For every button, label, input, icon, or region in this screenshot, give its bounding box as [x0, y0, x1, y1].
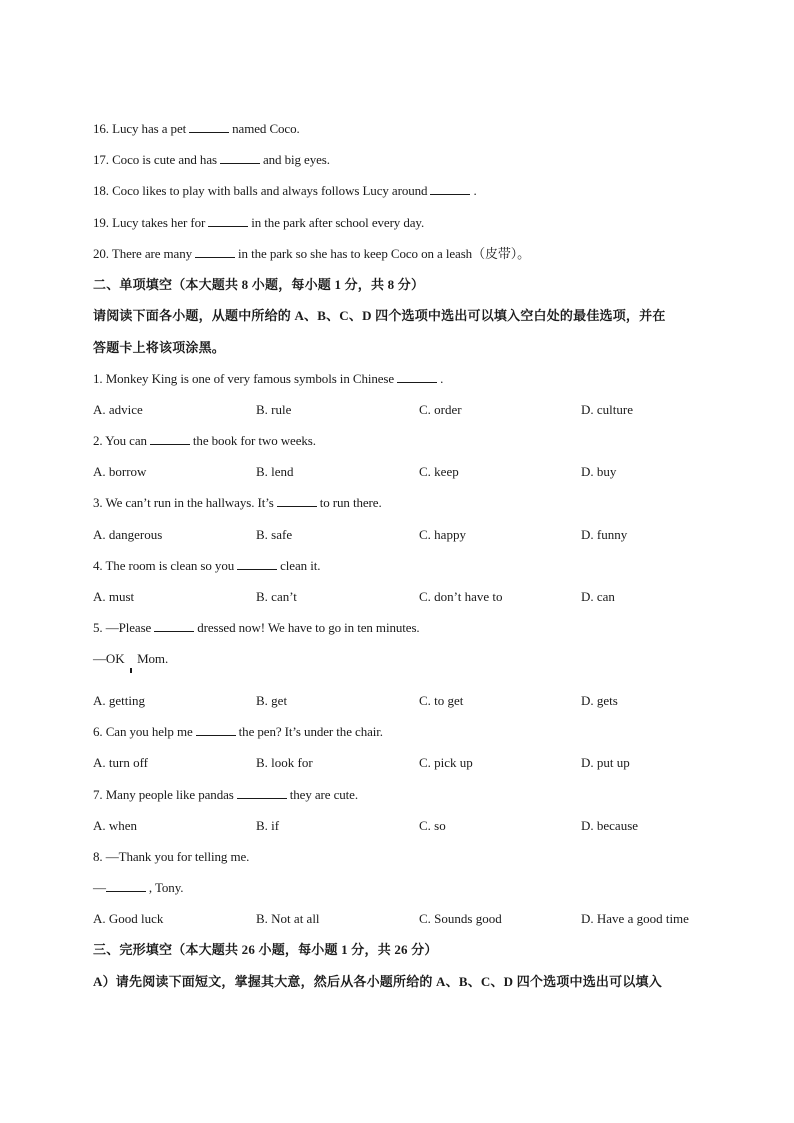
q5-option-b[interactable]: B. get	[256, 693, 288, 708]
question-text: 6. Can you help me	[93, 724, 193, 739]
q8-option-d[interactable]: D. Have a good time	[581, 911, 689, 926]
fill-item-17	[93, 152, 330, 168]
q8-option-a[interactable]: A. Good luck	[93, 911, 164, 926]
q3-option-a[interactable]: A. dangerous	[93, 527, 163, 542]
q1-option-b[interactable]: B. rule	[256, 402, 292, 417]
fill-item-16	[93, 121, 300, 137]
answer-blank[interactable]	[154, 620, 194, 632]
question-text: 2. You can	[93, 433, 147, 448]
answer-blank[interactable]	[196, 724, 236, 736]
fill-item-text: 16. Lucy has a pet	[93, 121, 187, 136]
q4-option-c[interactable]: C. don’t have to	[419, 589, 503, 604]
answer-blank[interactable]	[237, 787, 287, 799]
q5-option-a[interactable]: A. getting	[93, 693, 145, 708]
fill-item-text: in the park after school every day.	[251, 215, 425, 230]
question-text: 5. —Please	[93, 620, 152, 635]
fill-item-19	[93, 215, 424, 231]
q2-option-c[interactable]: C. keep	[419, 464, 459, 479]
fill-item-text: and big eyes.	[262, 152, 330, 167]
question-5-reply: —OK Mom.	[93, 651, 169, 666]
answer-blank[interactable]	[237, 558, 277, 570]
q6-option-b[interactable]: B. look for	[256, 755, 313, 770]
question-text: they are cute.	[289, 787, 358, 802]
answer-blank[interactable]	[195, 246, 235, 258]
answer-blank[interactable]	[189, 121, 229, 133]
fill-item-text: 19. Lucy takes her for	[93, 215, 206, 230]
question-text: 7. Many people like pandas	[93, 787, 234, 802]
question-text: clean it.	[280, 558, 321, 573]
question-8: 8. —Thank you for telling me.	[93, 849, 250, 864]
q6-option-d[interactable]: D. put up	[581, 755, 630, 770]
fill-item-text: 18. Coco likes to play with balls and always follows Lucy around	[93, 183, 428, 198]
q2-option-d[interactable]: D. buy	[581, 464, 617, 479]
q6-option-c[interactable]: C. pick up	[419, 755, 473, 770]
q1-option-d[interactable]: D. culture	[581, 402, 633, 417]
q2-option-b[interactable]: B. lend	[256, 464, 294, 479]
q5-option-c[interactable]: C. to get	[419, 693, 464, 708]
fill-item-text: .	[473, 183, 477, 198]
q8-option-b[interactable]: B. Not at all	[256, 911, 320, 926]
q4-option-b[interactable]: B. can’t	[256, 589, 297, 604]
question-3	[93, 495, 382, 511]
q3-option-b[interactable]: B. safe	[256, 527, 293, 542]
q3-option-c[interactable]: C. happy	[419, 527, 466, 542]
q6-option-a[interactable]: A. turn off	[93, 755, 149, 770]
q4-option-d[interactable]: D. can	[581, 589, 615, 604]
question-7	[93, 787, 358, 803]
comma-mark	[130, 668, 132, 673]
q7-option-d[interactable]: D. because	[581, 818, 639, 833]
section-3-instruction: A）请先阅读下面短文，掌握其大意，然后从各小题所给的 A、B、C、D 四个选项中选出可以填入	[93, 974, 662, 989]
question-text: dressed now! We have to go in ten minutes.	[197, 620, 420, 635]
q3-option-d[interactable]: D. funny	[581, 527, 628, 542]
answer-blank[interactable]	[208, 215, 248, 227]
question-1	[93, 371, 443, 387]
fill-item-text: 17. Coco is cute and has	[93, 152, 217, 167]
q1-option-a[interactable]: A. advice	[93, 402, 143, 417]
answer-blank[interactable]	[150, 433, 190, 445]
fill-item-18	[93, 183, 477, 199]
fill-item-20	[93, 246, 530, 262]
section-3-heading: 三、完形填空（本大题共 26 小题，每小题 1 分，共 26 分）	[93, 942, 438, 957]
q7-option-c[interactable]: C. so	[419, 818, 446, 833]
question-text: , Tony.	[148, 880, 184, 895]
q7-option-b[interactable]: B. if	[256, 818, 280, 833]
question-6	[93, 724, 383, 740]
q4-option-a[interactable]: A. must	[93, 589, 135, 604]
q7-option-a[interactable]: A. when	[93, 818, 138, 833]
answer-blank[interactable]	[430, 183, 470, 195]
question-4	[93, 558, 320, 574]
fill-item-text: named Coco.	[232, 121, 300, 136]
question-text: 1. Monkey King is one of very famous symbols in Chinese	[93, 371, 395, 386]
question-text: the book for two weeks.	[192, 433, 316, 448]
fill-item-text: 20. There are many	[93, 246, 193, 261]
answer-blank[interactable]	[106, 880, 146, 892]
q5-option-d[interactable]: D. gets	[581, 693, 618, 708]
answer-blank[interactable]	[397, 371, 437, 383]
q8-option-c[interactable]: C. Sounds good	[419, 911, 502, 926]
answer-blank[interactable]	[220, 152, 260, 164]
question-text: .	[440, 371, 444, 386]
question-text: the pen? It’s under the chair.	[238, 724, 383, 739]
section-2-heading: 二、单项填空（本大题共 8 小题，每小题 1 分，共 8 分）	[93, 277, 425, 292]
fill-item-text: in the park so she has to keep Coco on a leash（皮带）。	[238, 246, 531, 261]
question-8-reply	[93, 880, 183, 896]
question-text: —	[93, 880, 106, 895]
question-text: to run there.	[319, 495, 382, 510]
question-5	[93, 620, 420, 636]
question-text: 3. We can’t run in the hallways. It’s	[93, 495, 274, 510]
q2-option-a[interactable]: A. borrow	[93, 464, 147, 479]
answer-blank[interactable]	[277, 495, 317, 507]
question-text: 4. The room is clean so you	[93, 558, 235, 573]
section-2-instruction-cont: 答题卡上将该项涂黑。	[93, 340, 226, 355]
question-2	[93, 433, 316, 449]
q1-option-c[interactable]: C. order	[419, 402, 462, 417]
section-2-instruction: 请阅读下面各小题，从题中所给的 A、B、C、D 四个选项中选出可以填入空白处的最佳选项，并在	[93, 308, 666, 323]
